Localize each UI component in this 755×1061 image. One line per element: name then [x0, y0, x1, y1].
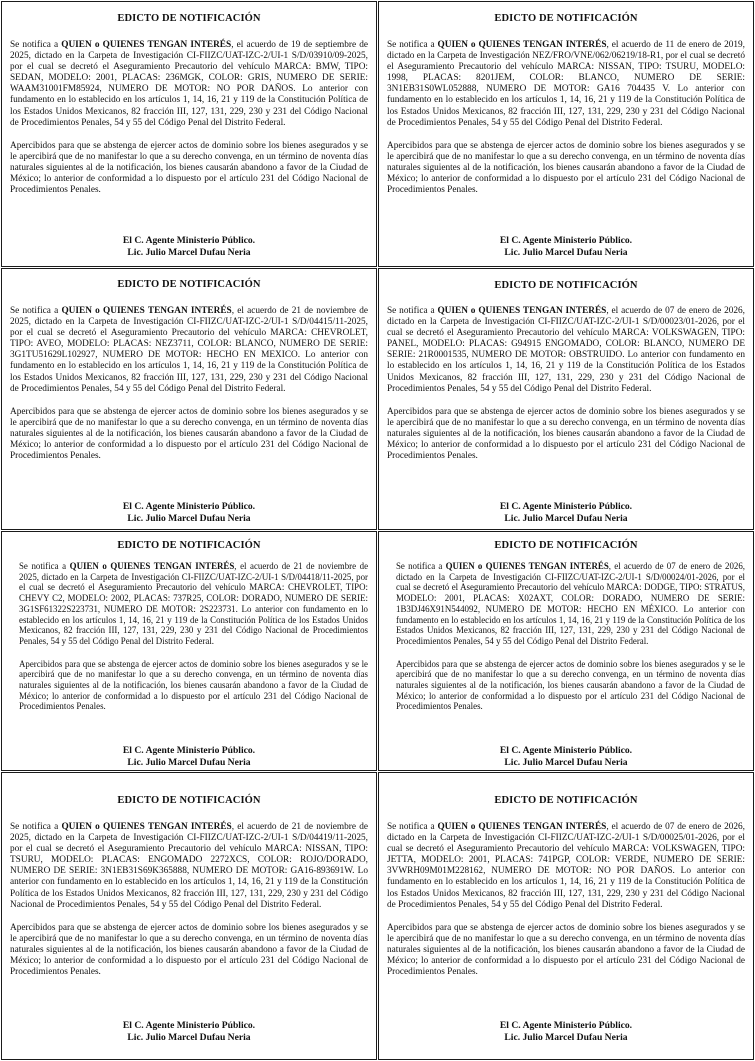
- signer-name: Lic. Julio Marcel Dufau Neria: [127, 1032, 251, 1043]
- notice-signature: [379, 1020, 753, 1044]
- signer-role: El C. Agente Ministerio Público.: [122, 235, 256, 246]
- notice-body: [396, 561, 745, 712]
- notice-signature: [2, 1020, 376, 1044]
- signer-name: Lic. Julio Marcel Dufau Neria: [504, 247, 628, 258]
- notice-paragraph: Se notifica a QUIEN o QUIENES TENGAN INTERÉS, el acuerdo de 11 de enero de 2019, dictado en la Carpeta de Investigación NEZ/FRO/VNE/062/06219/18-R1, por el cual se decretó el Aseguramiento Precautorio del vehículo MARCA: NISSAN, TIPO: TSURU, MODELO: 1998, PLACAS: 8201JEM, COLOR: BLANCO, NUMERO DE SERIE: 3N1EB31S0WL052888, NUMERO DE MOTOR: GA16 704435 V. Lo anterior con fundamento en lo establecido en los artículos 1, 14, 16, 21 y 119 de la Constitución Política de los Estados Unidos Mexicanos, 82 fracción III, 127, 131, 229, 230 y 231 del Código Nacional de Procedimientos Penales, 54 y 55 del Código Penal del Distrito Federal.: [387, 40, 745, 128]
- notice-paragraph: Se notifica a QUIEN o QUIENES TENGAN INTERÉS, el acuerdo de 21 de noviembre de 2025, dictado en la Carpeta de Investigación CI-FIIZC/UAT-IZC-2/UI-1 S/D/04418/11-2025, por el cual se decretó el Aseguramiento Precautorio del vehículo MARCA: CHEVROLET, TIPO: CHEVY C2, MODELO: 2002, PLACAS: 737R25, COLOR: DORADO, NUMERO DE SERIE: 3G1SF61322S223731, NUMERO DE MOTOR: 2S223731. Lo anterior con fundamento en lo establecido en los artículos 1, 14, 16, 21 y 119 de la Constitución Política de los Estados Unidos Mexicanos, 82 fracción III, 127, 131, 229, 230 y 231 del Código Nacional de Procedimientos Penales, 54 y 55 del Código Penal del Distrito Federal.: [19, 561, 369, 646]
- notice-body: [19, 561, 368, 712]
- notice-paragraph: Se notifica a QUIEN o QUIENES TENGAN INTERÉS, el acuerdo de 07 de enero de 2026, dictado en la Carpeta de Investigación CI-FIIZC/UAT-IZC-2/UI-1 S/D/00025/01-2026, por el cual se decretó el Aseguramiento Precautorio del vehículo MARCA: VOLKSWAGEN, TIPO: JETTA, MODELO: 2001, PLACAS: 741PGP, COLOR: VERDE, NUMERO DE SERIE: 3VWRH09M01M228162, NUMERO DE MOTOR: NO POR DAÑOS. Lo anterior con fundamento en lo establecido en los artículos 1, 14, 16, 21 y 119 de la Constitución Política de los Estados Unidos Mexicanos, 82 fracción III, 127, 131, 229, 230 y 231 del Código Nacional de Procedimientos Penales, 54 y 55 del Código Penal del Distrito Federal.: [387, 822, 746, 910]
- notice-addressee: QUIEN o QUIENES TENGAN INTERÉS: [437, 306, 607, 316]
- notice-addressee: QUIEN o QUIENES TENGAN INTERÉS: [437, 822, 607, 832]
- notice-warning: Apercibidos para que se abstenga de ejercer actos de dominio sobre los bienes asegurados y se le apercibirá que de no manifestar lo que a su derecho convenga, en un término de noventa días naturales siguientes al de la notificación, los bienes causarán abandono a favor de la Ciudad de México; lo anterior de conformidad a lo dispuesto por el artículo 231 del Código Nacional de Procedimientos Penales.: [387, 406, 745, 462]
- notice-addressee: QUIEN o QUIENES TENGAN INTERÉS: [445, 561, 609, 571]
- signer-role: El C. Agente Ministerio Público.: [499, 1020, 633, 1031]
- notice-warning: Apercibidos para que se abstenga de ejercer actos de dominio sobre los bienes asegurados y se le apercibirá que de no manifestar lo que a su derecho convenga, en un término de noventa días naturales siguientes al de la notificación, los bienes causarán abandono a favor de la Ciudad de México; lo anterior de conformidad a lo dispuesto por el artículo 231 del Código Nacional de Procedimientos Penales.: [396, 658, 745, 712]
- signer-role: El C. Agente Ministerio Público.: [499, 745, 633, 756]
- signer-role: El C. Agente Ministerio Público.: [122, 1020, 256, 1031]
- notice-warning: Apercibidos para que se abstenga de ejercer actos de dominio sobre los bienes asegurados y se le apercibirá que de no manifestar lo que a su derecho convenga, en un término de noventa días naturales siguientes al de la notificación, los bienes causarán abandono a favor de la Ciudad de México; lo anterior de conformidad a lo dispuesto por el artículo 231 del Código Nacional de Procedimientos Penales.: [10, 406, 368, 462]
- notice-addressee: QUIEN o QUIENES TENGAN INTERÉS: [61, 40, 232, 50]
- notice-warning: Apercibidos para que se abstenga de ejercer actos de dominio sobre los bienes asegurados y se le apercibirá que de no manifestar lo que a su derecho convenga, en un término de noventa días naturales siguientes al de la notificación, los bienes causarán abandono a favor de la Ciudad de México; lo anterior de conformidad a lo dispuesto por el artículo 231 del Código Nacional de Procedimientos Penales.: [387, 922, 745, 978]
- notice-paragraph: Se notifica a QUIEN o QUIENES TENGAN INTERÉS, el acuerdo de 21 de noviembre de 2025, dictado en la Carpeta de Investigación CI-FIIZC/UAT-IZC-2/UI-1 S/D/04419/11-2025, por el cual se decretó el Aseguramiento Precautorio del vehículo MARCA: NISSAN, TIPO: TSURU, MODELO: PLACAS: ENGOMADO 2272XCS, COLOR: ROJO/DORADO, NUMERO DE SERIE: 3N1EB31S69K365888, NUMERO DE MOTOR: GA16-893691W. Lo anterior con fundamento en lo establecido en los artículos 1, 14, 16, 21 y 119 de la Constitución Política de los Estados Unidos Mexicanos, 82 fracción III, 127, 131, 229, 230 y 231 del Código Nacional de Procedimientos Penales, 54 y 55 del Código Penal del Distrito Federal.: [10, 822, 369, 910]
- notice-paragraph: Se notifica a QUIEN o QUIENES TENGAN INTERÉS, el acuerdo de 19 de septiembre de 2025, dictado en la Carpeta de Investigación CI-FIIZC/UAT-IZC-2/UI-1 S/D/03910/09-2025, por el cual se decretó el Aseguramiento Precautorio del vehículo MARCA: BMW, TIPO: SEDAN, MODELO: 2001, PLACAS: 236MGK, COLOR: GRIS, NUMERO DE SERIE: WAAM31001FM85924, NUMERO DE MOTOR: NO POR DAÑOS. Lo anterior con fundamento en lo establecido en los artículos 1, 14, 16, 21 y 119 de la Constitución Política de los Estados Unidos Mexicanos, 82 fracción III, 127, 131, 229, 230 y 231 del Código Nacional de Procedimientos Penales, 54 y 55 del Código Penal del Distrito Federal.: [10, 40, 368, 128]
- edict-notice: [378, 1, 754, 267]
- notice-title: EDICTO DE NOTIFICACIÓN: [117, 540, 261, 551]
- notice-body: [10, 306, 368, 462]
- signer-name: Lic. Julio Marcel Dufau Neria: [504, 513, 628, 524]
- edict-notice: [1, 1, 377, 267]
- notice-body: [387, 306, 745, 462]
- notice-paragraph: Se notifica a QUIEN o QUIENES TENGAN INTERÉS, el acuerdo de 07 de enero de 2026, dictado en la Carpeta de Investigación CI-FIIZC/UAT-IZC-2/UI-1 S/D/00023/01-2026, por el cual se decretó el Aseguramiento Precautorio del vehículo MARCA: VOLKSWAGEN, TIPO: PANEL, MODELO: PLACAS: G94915 ENGOMADO, COLOR: BLANCO, NUMERO DE SERIE: 21R0001535, NUMERO DE MOTOR: OBSTRUIDO. Lo anterior con fundamento en lo establecido en los artículos 1, 14, 16, 21 y 119 de la Constitución Política de los Estados Unidos Mexicanos, 82 fracción III, 127, 131, 229, 230 y 231 del Código Nacional de Procedimientos Penales, 54 y 55 del Código Penal del Distrito Federal.: [387, 306, 746, 394]
- notice-body: [387, 40, 745, 196]
- notice-addressee: QUIEN o QUIENES TENGAN INTERÉS: [69, 561, 235, 571]
- notice-body: [10, 40, 368, 196]
- signer-role: El C. Agente Ministerio Público.: [122, 501, 256, 512]
- notice-body: [387, 822, 745, 978]
- notice-paragraph: Se notifica a QUIEN o QUIENES TENGAN INTERÉS, el acuerdo de 07 de enero de 2026, dictado en la Carpeta de Investigación CI-FIIZC/UAT-IZC-2/UI-1 S/D/00024/01-2026, por el cual se decretó el Aseguramiento Precautorio del vehículo MARCA: DODGE, TIPO: STRATUS, MODELO: 2001, PLACAS: X02AXT, COLOR: DORADO, NUMERO DE SERIE: 1B3DJ46X91N544092, NUMERO DE MOTOR: HECHO EN MÉXICO. Lo anterior con fundamento en lo establecido en los artículos 1, 14, 16, 21 y 119 de la Constitución Política de los Estados Unidos Mexicanos, 82 fracción III, 127, 131, 229, 230 y 231 del Código Nacional de Procedimientos Penales, 54 y 55 del Código Penal del Distrito Federal.: [396, 561, 745, 646]
- signer-name: Lic. Julio Marcel Dufau Neria: [504, 1032, 628, 1043]
- notice-signature: [2, 745, 376, 769]
- notice-signature: [379, 745, 753, 769]
- edict-notice: [378, 531, 754, 771]
- notice-title: EDICTO DE NOTIFICACIÓN: [117, 13, 261, 24]
- edict-notice: [1, 772, 377, 1060]
- notice-warning: Apercibidos para que se abstenga de ejercer actos de dominio sobre los bienes asegurados y se le apercibirá que de no manifestar lo que a su derecho convenga, en un término de noventa días naturales siguientes al de la notificación, los bienes causarán abandono a favor de la Ciudad de México; lo anterior de conformidad a lo dispuesto por el artículo 231 del Código Nacional de Procedimientos Penales.: [387, 140, 745, 196]
- notice-title: EDICTO DE NOTIFICACIÓN: [494, 13, 638, 24]
- notice-signature: [2, 501, 376, 525]
- notice-addressee: QUIEN o QUIENES TENGAN INTERÉS: [437, 40, 607, 50]
- edict-notice: [378, 268, 754, 530]
- notice-body: [10, 822, 368, 978]
- signer-role: El C. Agente Ministerio Público.: [499, 235, 633, 246]
- notice-signature: [379, 501, 753, 525]
- notice-addressee: QUIEN o QUIENES TENGAN INTERÉS: [61, 822, 232, 832]
- edict-notice: [378, 772, 754, 1060]
- notice-signature: [379, 235, 753, 259]
- signer-name: Lic. Julio Marcel Dufau Neria: [127, 513, 251, 524]
- notice-paragraph: Se notifica a QUIEN o QUIENES TENGAN INTERÉS, el acuerdo de 21 de noviembre de 2025, dictado en la Carpeta de Investigación CI-FIIZC/UAT-IZC-2/UI-1 S/D/04415/11-2025, por el cual se decretó el Aseguramiento Precautorio del vehículo MARCA: CHEVROLET, TIPO: AVEO, MODELO: PLACAS: NEZ3711, COLOR: BLANCO, NUMERO DE SERIE: 3G1TU51629L102927, NUMERO DE MOTOR: HECHO EN MEXICO. Lo anterior con fundamento en lo establecido en los artículos 1, 14, 16, 21 y 119 de la Constitución Política de los Estados Unidos Mexicanos, 82 fracción III, 127, 131, 229, 230 y 231 del Código Nacional de Procedimientos Penales, 54 y 55 del Código Penal del Distrito Federal.: [10, 306, 369, 394]
- signer-name: Lic. Julio Marcel Dufau Neria: [127, 757, 251, 768]
- edict-notice: [1, 268, 377, 530]
- signer-role: El C. Agente Ministerio Público.: [122, 745, 256, 756]
- notice-warning: Apercibidos para que se abstenga de ejercer actos de dominio sobre los bienes asegurados y se le apercibirá que de no manifestar lo que a su derecho convenga, en un término de noventa días naturales siguientes al de la notificación, los bienes causarán abandono a favor de la Ciudad de México; lo anterior de conformidad a lo dispuesto por el artículo 231 del Código Nacional de Procedimientos Penales.: [10, 140, 368, 196]
- signer-name: Lic. Julio Marcel Dufau Neria: [127, 247, 251, 258]
- notice-title: EDICTO DE NOTIFICACIÓN: [117, 795, 261, 806]
- notice-title: EDICTO DE NOTIFICACIÓN: [494, 795, 638, 806]
- notice-warning: Apercibidos para que se abstenga de ejercer actos de dominio sobre los bienes asegurados y se le apercibirá que de no manifestar lo que a su derecho convenga, en un término de noventa días naturales siguientes al de la notificación, los bienes causarán abandono a favor de la Ciudad de México; lo anterior de conformidad a lo dispuesto por el artículo 231 del Código Nacional de Procedimientos Penales.: [10, 922, 368, 978]
- signer-name: Lic. Julio Marcel Dufau Neria: [504, 757, 628, 768]
- notice-warning: Apercibidos para que se abstenga de ejercer actos de dominio sobre los bienes asegurados y se le apercibirá que de no manifestar lo que a su derecho convenga, en un término de noventa días naturales siguientes al de la notificación, los bienes causarán abandono a favor de la Ciudad de México; lo anterior de conformidad a lo dispuesto por el artículo 231 del Código Nacional de Procedimientos Penales.: [19, 658, 368, 712]
- notice-title: EDICTO DE NOTIFICACIÓN: [117, 279, 261, 290]
- notice-title: EDICTO DE NOTIFICACIÓN: [494, 280, 638, 291]
- notice-addressee: QUIEN o QUIENES TENGAN INTERÉS: [61, 306, 232, 316]
- edict-notice: [1, 531, 377, 771]
- notice-signature: [2, 235, 376, 259]
- signer-role: El C. Agente Ministerio Público.: [499, 501, 633, 512]
- notice-title: EDICTO DE NOTIFICACIÓN: [494, 540, 638, 551]
